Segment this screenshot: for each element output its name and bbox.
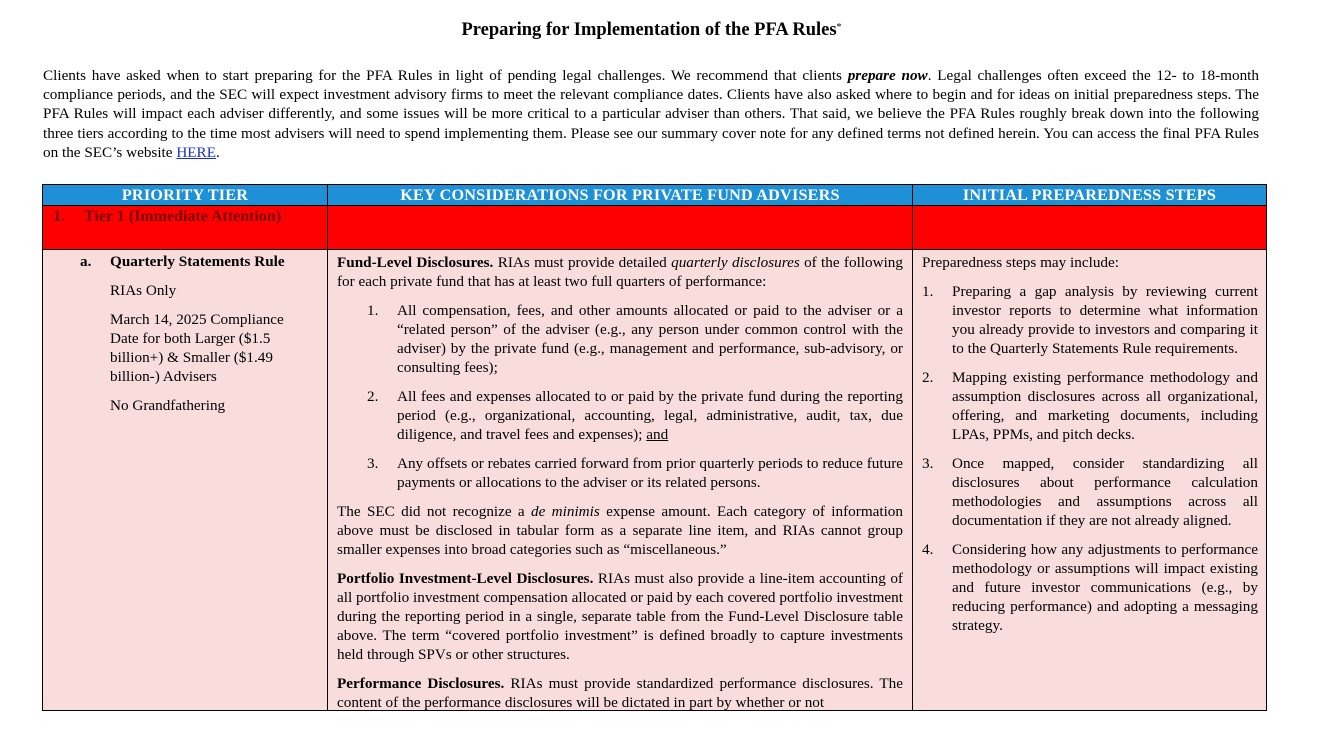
tier-cell: [43, 206, 328, 250]
intro-end: .: [215, 143, 220, 161]
portfolio-level-paragraph: [337, 569, 903, 664]
step-item: [922, 540, 1258, 635]
step-text: Mapping existing performance methodology and assumption disclosures across all organizational, offering, and marketing documents, including LPAs, PPMs, and pitch decks.: [952, 369, 1258, 443]
header-preparedness-steps: INITIAL PREPAREDNESS STEPS: [913, 185, 1267, 206]
step-item: [922, 282, 1258, 358]
performance-paragraph: [337, 674, 903, 710]
document-title: [0, 19, 1303, 41]
list-item-text: All fees and expenses allocated to or paid by the private fund during the reporting period (e.g., organizational, accounting, legal, administrative, audit, tax, due diligence, and travel fees and expenses);: [397, 388, 903, 443]
de-minimis-text-1: The SEC did not recognize a: [337, 503, 532, 520]
header-priority-tier: PRIORITY TIER: [43, 185, 328, 206]
list-item: [337, 387, 903, 444]
list-item: [337, 454, 903, 492]
sec-website-link[interactable]: HERE: [176, 143, 216, 161]
intro-text-1: Clients have asked when to start preparing for the PFA Rules in light of pending legal challenges. We recommend that clients: [43, 67, 848, 84]
priority-table: [42, 184, 1267, 711]
tier-empty-cell-3: [913, 206, 1267, 250]
list-item-number: 2.: [367, 388, 379, 405]
intro-text-2: . Legal challenges often exceed the 12- to 18-month compliance periods, and the SEC will expect investment advisory firms to meet the relevant compliance dates. Clients have also asked where to begin and for ideas on initial preparedness steps. The PFA Rules will impact each adviser differently, and some issues will be more critical to a particular adviser than others. That said, we believe the PFA Rules roughly break down into the following three tiers according to the time most advisers will need to spend implementing them. Please see our summary cover note for any defined terms not defined herein. You can access the final PFA Rules on the SEC’s website: [43, 67, 1259, 161]
title-footnote-mark: *: [836, 22, 842, 33]
step-text: Preparing a gap analysis by reviewing current investor reports to determine what information you already provide to investors and comparing it to the Quarterly Statements Rule requirements.: [952, 283, 1258, 357]
de-minimis-text-2: expense amount. Each category of information above must be disclosed in tabular form as a separate line item, and RIAs cannot group smaller expenses into broad categories such as “miscellaneous.”: [337, 503, 903, 558]
list-item-suffix: and: [646, 426, 669, 443]
step-item: [922, 368, 1258, 444]
rule-scope: RIAs Only: [110, 282, 177, 299]
header-row: [43, 185, 1267, 206]
rule-compliance-date: March 14, 2025 Compliance Date for both Larger ($1.5 billion+) & Smaller ($1.49 billion-) Advisers: [110, 311, 284, 385]
list-item-text: All compensation, fees, and other amounts allocated or paid to the adviser or a “related person” of the adviser (e.g., any person under common control with the adviser) by the private fund (e.g., management and performance, sub-advisory, or consulting fees);: [397, 302, 903, 376]
list-item-number: 1.: [367, 302, 379, 319]
performance-heading: Performance Disclosures.: [337, 675, 505, 692]
rule-name: Quarterly Statements Rule: [110, 253, 285, 270]
step-text: Once mapped, consider standardizing all disclosures about performance calculation methodologies and assumptions across all documentation if they are not already aligned.: [952, 455, 1258, 529]
performance-text: RIAs must provide standardized performance disclosures. The content of the performance disclosures will be dictated in part by whether or not: [337, 675, 904, 710]
step-number: 4.: [922, 541, 934, 558]
step-number: 2.: [922, 369, 934, 386]
steps-intro: Preparedness steps may include:: [922, 254, 1119, 271]
steps-cell: [913, 250, 1267, 711]
steps-list: [922, 282, 1258, 635]
title-text: Preparing for Implementation of the PFA Rules: [461, 20, 837, 40]
step-number: 1.: [922, 283, 934, 300]
de-minimis-italic: de minimis: [531, 503, 600, 520]
step-number: 3.: [922, 455, 934, 472]
fund-level-heading: Fund-Level Disclosures.: [337, 254, 494, 271]
list-item-number: 3.: [367, 455, 379, 472]
list-item: [337, 301, 903, 377]
step-text: Considering how any adjustments to performance methodology or assumptions will impact existing and future investor communications (e.g., by reducing performance) and adopting a messaging strategy.: [952, 541, 1258, 634]
intro-emphasis: prepare now: [847, 67, 928, 84]
portfolio-level-heading: Portfolio Investment-Level Disclosures.: [337, 570, 594, 587]
step-item: [922, 454, 1258, 530]
rule-letter: a.: [80, 253, 92, 270]
fund-level-text-1: RIAs must provide detailed: [493, 254, 672, 271]
tier-label: [43, 206, 327, 226]
de-minimis-paragraph: [337, 502, 903, 559]
rule-row: [43, 250, 1267, 711]
tier-name: Tier 1 (Immediate Attention): [84, 208, 282, 225]
header-key-considerations: KEY CONSIDERATIONS FOR PRIVATE FUND ADVISERS: [328, 185, 913, 206]
list-item-text: Any offsets or rebates carried forward from prior quarterly periods to reduce future payments or allocations to the adviser or its related persons.: [397, 455, 903, 491]
fund-level-paragraph: [337, 253, 903, 291]
portfolio-level-text: RIAs must also provide a line-item accounting of all portfolio investment compensation allocated or paid by each covered portfolio investment during the reporting period in a single, separate table from the Fund-Level Disclosure table above. The term “covered portfolio investment” is defined broadly to capture investments held through SPVs or other structures.: [337, 570, 903, 663]
tier-number: 1.: [53, 208, 65, 225]
fund-level-list: [337, 301, 903, 492]
considerations-cell: [328, 250, 913, 711]
fund-level-italic: quarterly disclosures: [671, 254, 800, 271]
tier-empty-cell-2: [328, 206, 913, 250]
rule-cell: [43, 250, 328, 711]
intro-paragraph: [43, 66, 1259, 162]
fund-level-text-2: of the following for each private fund that has at least two full quarters of performance:: [337, 254, 903, 290]
rule-grandfathering: No Grandfathering: [110, 397, 226, 414]
tier-row: [43, 206, 1267, 250]
